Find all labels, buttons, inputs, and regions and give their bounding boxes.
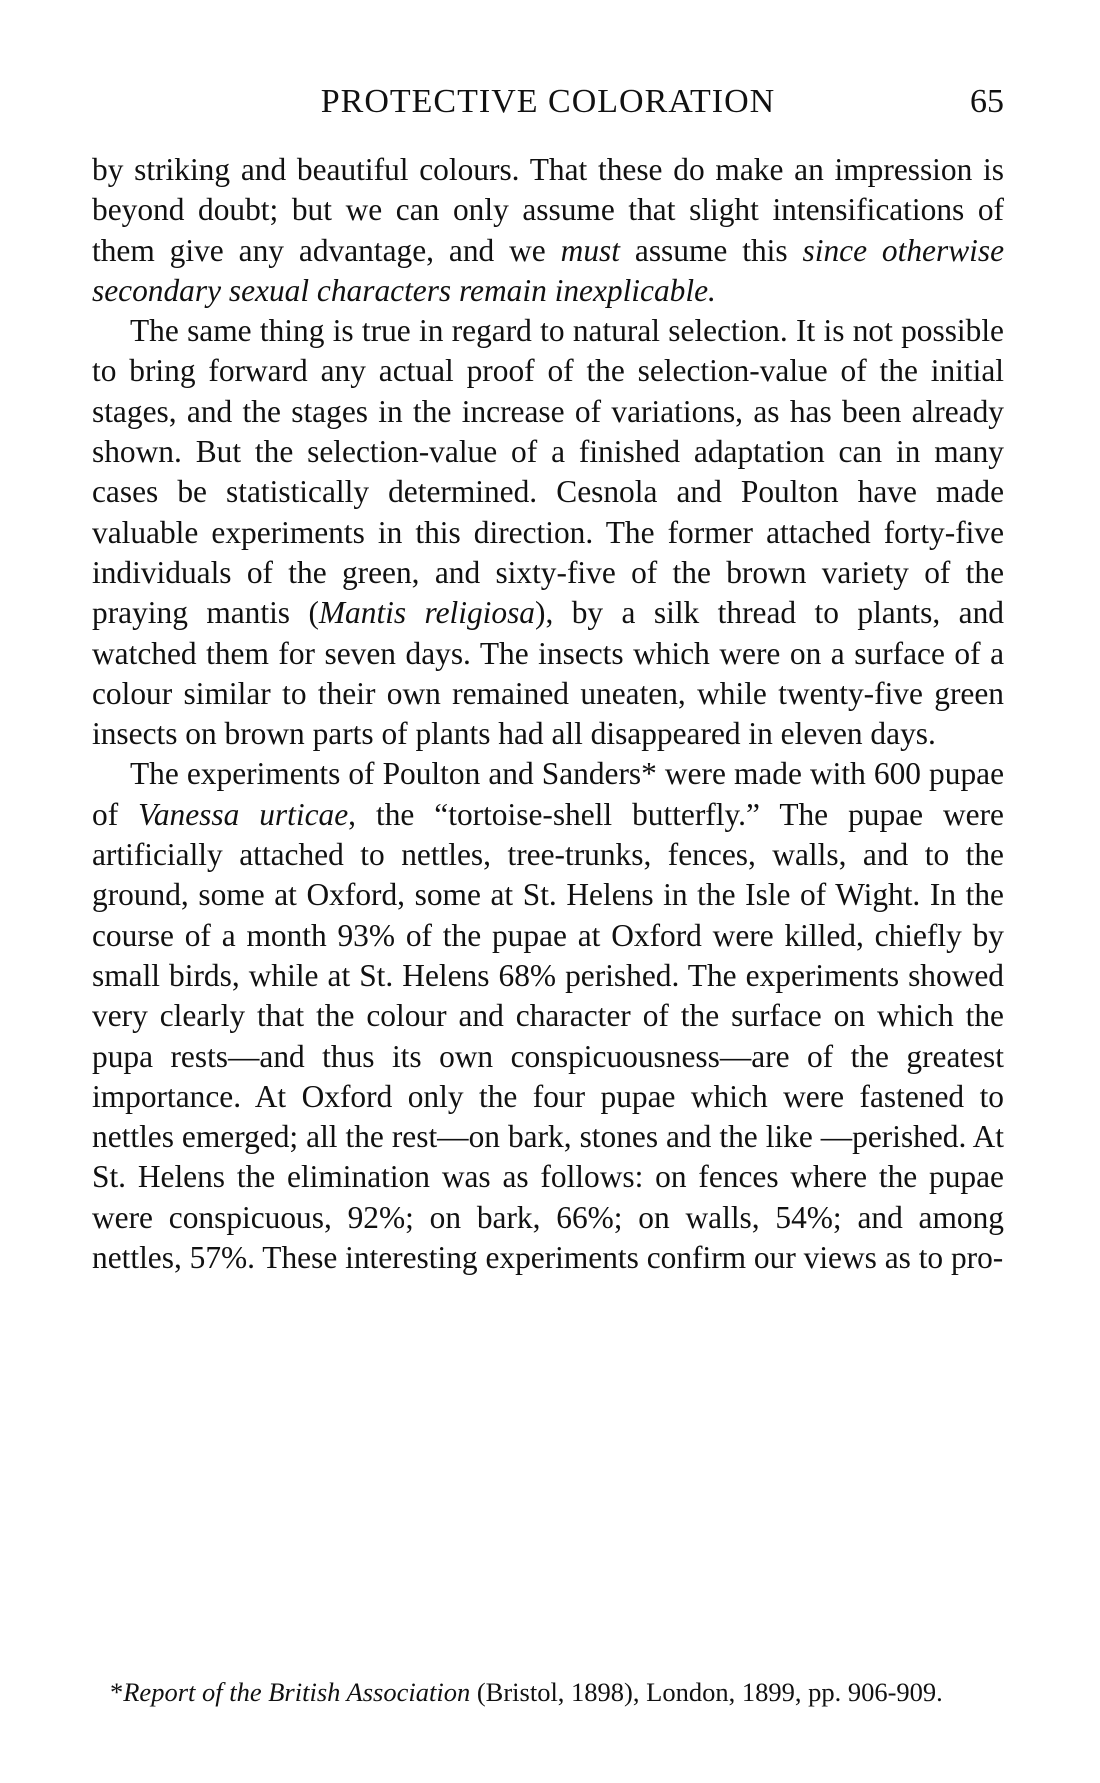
- footnote-marker: *: [110, 1677, 124, 1707]
- page-number: 65: [970, 83, 1004, 120]
- footnote: [92, 1675, 1004, 1709]
- paragraph-1: [92, 150, 1004, 311]
- footnote-text: [92, 1675, 1004, 1709]
- text-segment: The same thing is true in regard to natural selection. It is not possible to bring forward any actual proof of the selection-value of the initial stages, and the stages in the increase of variations, as has been already shown. But the selection-value of a finished adaptation can in many cases be statistically determined. Cesnola and Poulton have made valuable experiments in this direction. The former attached forty-five individuals of the green, and sixty-five of the brown variety of the praying mantis (: [92, 313, 1004, 631]
- footnote-source-title: Report of the British Association: [123, 1677, 471, 1707]
- text-segment-italic: Vanessa urticae: [138, 796, 349, 832]
- text-segment-italic: must: [560, 232, 620, 268]
- text-segment: ), by a silk thread to plants, and watched them for seven days. The insects which were on a surface of a colour similar to their own remained uneaten, while twenty-five green insects on brown parts of plants had all disappeared in eleven days.: [92, 595, 1004, 752]
- text-segment-italic: Mantis religiosa: [318, 595, 535, 631]
- text-segment: The experiments of Poulton and Sanders* were made with 600 pupae of: [92, 756, 1004, 832]
- footnote-citation: (Bristol, 1898), London, 1899, pp. 906-909.: [470, 1677, 943, 1707]
- body-text: [92, 150, 1004, 1278]
- running-title: PROTECTIVE COLORATION: [320, 83, 776, 120]
- text-segment-italic: since otherwise secondary sexual characters remain inexplicable.: [92, 232, 1005, 308]
- paragraph-2: [92, 311, 1004, 754]
- text-segment: , the “tortoise-shell butterfly.” The pupae were artificially attached to nettles, tree-trunks, fences, walls, and to the ground, some at Oxford, some at St. Helens in the Isle of Wight. In the course of a month 93% of the pupae at Oxford were killed, chiefly by small birds, while at St. Helens 68% perished. The experiments showed very clearly that the colour and character of the surface on which the pupa rests—and thus its own conspicuousness—are of the greatest importance. At Oxford only the four pupae which were fastened to nettles emerged; all the rest—on bark, stones and the like —perished. At St. Helens the elimination was as follows: on fences where the pupae were conspicuous, 92%; on bark, 66%; on walls, 54%; and among nettles, 57%. These interesting experiments confirm our views as to pro-: [92, 796, 1004, 1276]
- text-segment: assume this: [619, 232, 803, 268]
- text-segment: by striking and beautiful colours. That these do make an impression is beyond doubt; but we can only assume that slight intensifications of them give any advantage, and we: [92, 152, 1004, 268]
- page-header: [92, 78, 1004, 126]
- paragraph-3: [92, 754, 1004, 1278]
